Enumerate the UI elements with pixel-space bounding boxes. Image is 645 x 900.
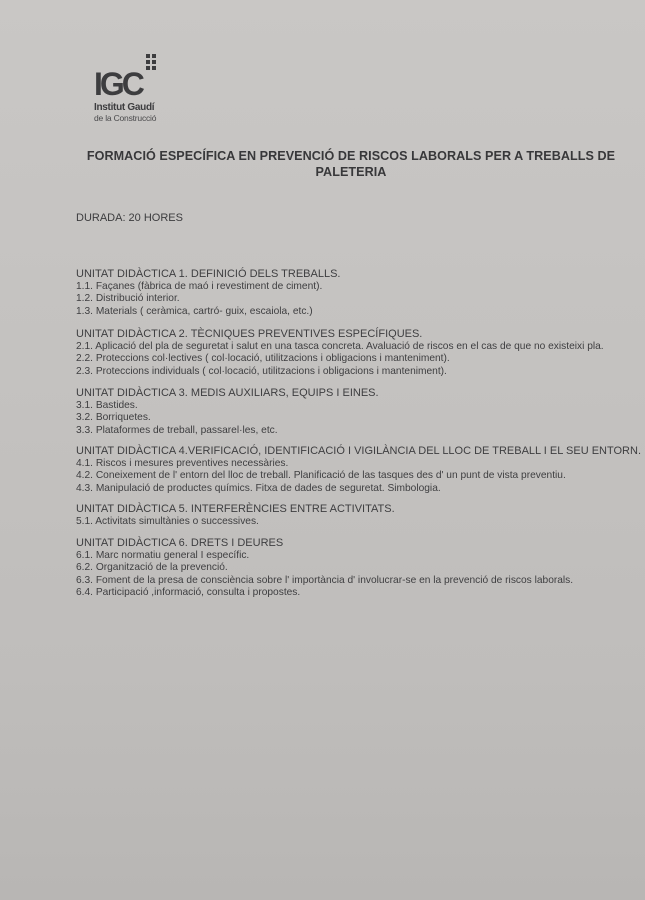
logo-institution-name: Institut Gaudí: [94, 102, 155, 113]
unit-1: [76, 268, 340, 318]
document-title: FORMACIÓ ESPECÍFICA EN PREVENCIÓ DE RISCOS LABORALS PER A TREBALLS DE PALETERIA: [86, 149, 616, 179]
unit-item: 6.4. Participació ,informació, consulta i propostes.: [76, 586, 301, 598]
unit-item: 4.1. Riscos i mesures preventives necessàries.: [76, 458, 289, 469]
unit-item: 4.3. Manipulació de productes químics. Fitxa de dades de seguretat. Simbologia.: [76, 482, 441, 494]
unit-4: [76, 445, 641, 495]
unit-heading: UNITAT DIDÀCTICA 2. TÈCNIQUES PREVENTIVES ESPECÍFIQUES.: [76, 328, 423, 340]
unit-2: [76, 328, 604, 378]
unit-item: 3.2. Borriquetes.: [76, 412, 151, 424]
unit-item: 2.3. Proteccions individuals ( col·locació, utilitzacions i obligacions i manteniment).: [76, 365, 447, 377]
unit-item: 2.2. Proteccions col·lectives ( col·locació, utilitzacions i obligacions i manteniment).: [76, 353, 450, 365]
unit-item: 1.1. Façanes (fàbrica de maó i revestiment de ciment).: [76, 281, 323, 292]
unit-item: 6.2. Organització de la prevenció.: [76, 562, 228, 574]
unit-heading: UNITAT DIDÀCTICA 4.VERIFICACIÓ, IDENTIFICACIÓ I VIGILÀNCIA DEL LLOC DE TREBALL I EL SEU ENTORN.: [76, 445, 641, 457]
unit-heading: UNITAT DIDÀCTICA 6. DRETS I DEURES: [76, 537, 284, 549]
unit-item: 3.3. Plataformes de treball, passarel·les, etc.: [76, 424, 278, 436]
course-duration: DURADA: 20 HORES: [76, 212, 183, 224]
unit-heading: UNITAT DIDÀCTICA 3. MEDIS AUXILIARS, EQUIPS I EINES.: [76, 387, 379, 399]
unit-item: 1.2. Distribució interior.: [76, 293, 180, 305]
unit-item: 6.3. Foment de la presa de consciència sobre l' importància d' involucrar-se en la prevenció de riscos laborals.: [76, 574, 574, 586]
unit-item: 5.1. Activitats simultànies o successives.: [76, 516, 259, 527]
logo-institution-subtitle: de la Construcció: [94, 113, 157, 123]
logo-dots-icon: [146, 54, 156, 70]
unit-item: 3.1. Bastides.: [76, 400, 138, 411]
logo-mark: IGC: [94, 66, 142, 102]
unit-item: 2.1. Aplicació del pla de seguretat i salut en una tasca concreta. Avaluació de riscos en el cas de que no existeixi pla.: [76, 341, 604, 352]
unit-heading: UNITAT DIDÀCTICA 1. DEFINICIÓ DELS TREBALLS.: [76, 268, 341, 280]
unit-item: 6.1. Marc normatiu general I específic.: [76, 550, 250, 561]
unit-item: 1.3. Materials ( ceràmica, cartró- guix, escaiola, etc.): [76, 305, 313, 317]
unit-3: [76, 387, 379, 437]
unit-6: [76, 537, 573, 599]
igc-logo: [94, 54, 174, 124]
unit-heading: UNITAT DIDÀCTICA 5. INTERFERÈNCIES ENTRE ACTIVITATS.: [76, 503, 395, 515]
unit-5: [76, 503, 395, 528]
unit-item: 4.2. Coneixement de l' entorn del lloc de treball. Planificació de las tasques des d' un punt de vista preventiu.: [76, 470, 566, 482]
